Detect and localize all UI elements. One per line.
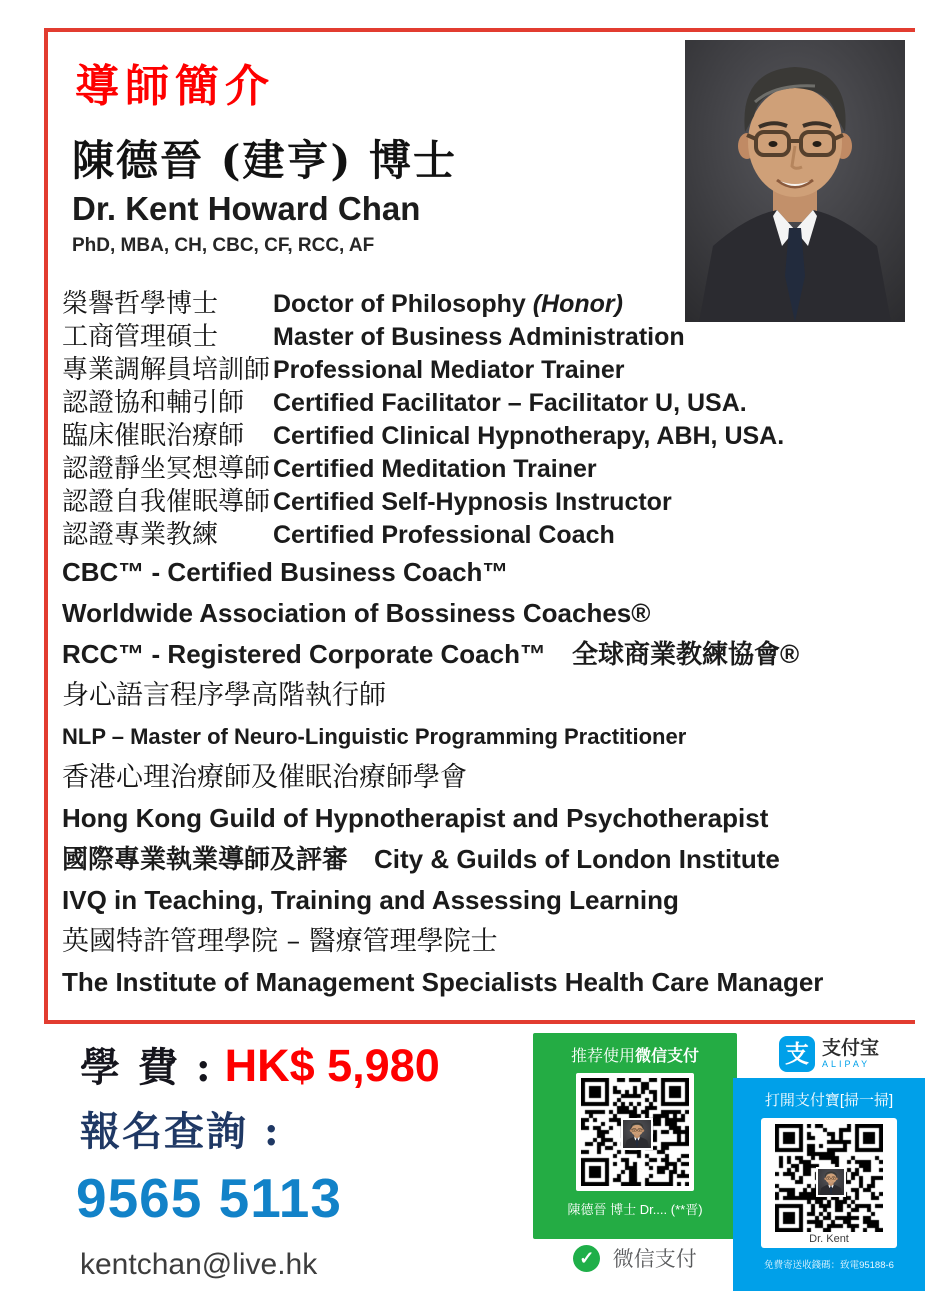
- fee-label: 學 費 :: [80, 1044, 213, 1091]
- alipay-account-name: Dr. Kent: [809, 1233, 849, 1245]
- qualification-chinese: 認證自我催眠導師: [62, 487, 271, 517]
- alipay-logo-chinese: 支付宝: [821, 1038, 879, 1059]
- qualification-chinese: 專業調解員培訓師: [62, 355, 271, 385]
- tuition-fee-line: [80, 1036, 440, 1093]
- qualification-chinese: 工商管理碩士: [62, 322, 219, 352]
- qualification-line: Hong Kong Guild of Hypnotherapist and Psychotherapist: [62, 803, 769, 833]
- qualification-row: [62, 420, 907, 453]
- enquiry-label: 報名查詢 :: [80, 1108, 281, 1155]
- fee-amount: HK$ 5,980: [224, 1040, 440, 1091]
- qualification-row: [62, 486, 907, 519]
- qualification-line: 香港心理治療師及催眠治療師學會: [62, 762, 467, 793]
- wechat-pay-icon: ✓: [573, 1245, 600, 1272]
- alipay-card: [733, 1078, 925, 1291]
- alipay-logo-words: [822, 1039, 879, 1069]
- instructor-name-chinese: 陳德晉 (建亨) 博士: [72, 136, 457, 185]
- qualification-line: Worldwide Association of Bossiness Coaches®: [62, 598, 651, 628]
- alipay-logo-icon: 支: [779, 1036, 815, 1072]
- qualification-line: 身心語言程序學高階執行師: [62, 680, 386, 711]
- alipay-logo-row: [733, 1034, 925, 1074]
- qualification-chinese: 認證靜坐冥想導師: [62, 454, 271, 484]
- qualification-chinese: 臨床催眠治療師: [62, 421, 245, 451]
- wechat-qr-frame: [576, 1073, 694, 1191]
- wechat-pay-footer: [533, 1243, 737, 1273]
- alipay-footnote: 免費寄送收錢碼：致電95188-6: [764, 1260, 894, 1271]
- wechat-account-name: 陳德晉 博士 Dr.... (**晋): [567, 1202, 703, 1217]
- qualification-chinese: 榮譽哲學博士: [62, 289, 219, 319]
- section-title: 導師簡介: [75, 61, 275, 112]
- qualification-row: [62, 288, 907, 321]
- wechat-header-bold: 微信支付: [635, 1048, 700, 1065]
- email-address: kentchan@live.hk: [80, 1248, 318, 1281]
- instructor-name-english: Dr. Kent Howard Chan: [72, 190, 421, 227]
- qualification-row: [62, 321, 907, 354]
- wechat-qr-avatar: [621, 1118, 653, 1150]
- credential-abbreviations: PhD, MBA, CH, CBC, CF, RCC, AF: [72, 235, 375, 256]
- qualification-english: Certified Self-Hypnosis Instructor: [273, 488, 672, 516]
- wechat-pay-card: [533, 1033, 737, 1239]
- qualification-line: 英國特許管理學院 – 醫療管理學院士: [62, 926, 498, 957]
- qualification-row: [62, 387, 907, 420]
- alipay-qr-card: [761, 1118, 897, 1248]
- qualification-line: CBC™ - Certified Business Coach™: [62, 557, 509, 587]
- wechat-pay-label: 微信支付: [612, 1248, 697, 1271]
- wechat-header: [533, 1043, 737, 1066]
- qualification-english: Certified Facilitator – Facilitator U, USA.: [273, 389, 747, 417]
- qualification-line: The Institute of Management Specialists Health Care Manager: [62, 967, 824, 997]
- instructor-profile-box: [44, 28, 915, 1024]
- qualification-line: IVQ in Teaching, Training and Assessing Learning: [62, 885, 679, 915]
- qualification-row: [62, 519, 907, 552]
- qualification-line: NLP – Master of Neuro-Linguistic Programming Practitioner: [62, 724, 687, 749]
- qualification-lines: [62, 552, 907, 1003]
- alipay-qr-avatar: [816, 1167, 846, 1197]
- alipay-header: 打開支付寶[掃一掃]: [764, 1092, 894, 1109]
- qualification-english: Certified Clinical Hypnotherapy, ABH, USA.: [273, 422, 785, 450]
- alipay-logo-english: ALIPAY: [821, 1059, 871, 1069]
- qualification-list: [62, 288, 907, 1003]
- qualification-english: Certified Meditation Trainer: [273, 455, 597, 483]
- qualification-line: 國際專業執業導師及評審 City & Guilds of London Institute: [62, 844, 780, 874]
- phone-number: 9565 5113: [76, 1167, 342, 1229]
- qualification-row: [62, 453, 907, 486]
- qualification-english: Doctor of Philosophy (Honor): [273, 290, 623, 318]
- qualification-english: Professional Mediator Trainer: [273, 356, 625, 384]
- qualification-pairs: [62, 288, 907, 552]
- qualification-chinese: 認證協和輔引師: [62, 388, 245, 418]
- qualification-english: Master of Business Administration: [273, 323, 685, 351]
- instructor-photo: [685, 40, 905, 322]
- wechat-header-regular: 推荐使用: [570, 1048, 635, 1065]
- qualification-row: [62, 354, 907, 387]
- qualification-english: Certified Professional Coach: [273, 521, 615, 549]
- qualification-line: RCC™ - Registered Corporate Coach™ 全球商業教練協會®: [62, 639, 800, 669]
- qualification-chinese: 認證專業教練: [62, 520, 219, 550]
